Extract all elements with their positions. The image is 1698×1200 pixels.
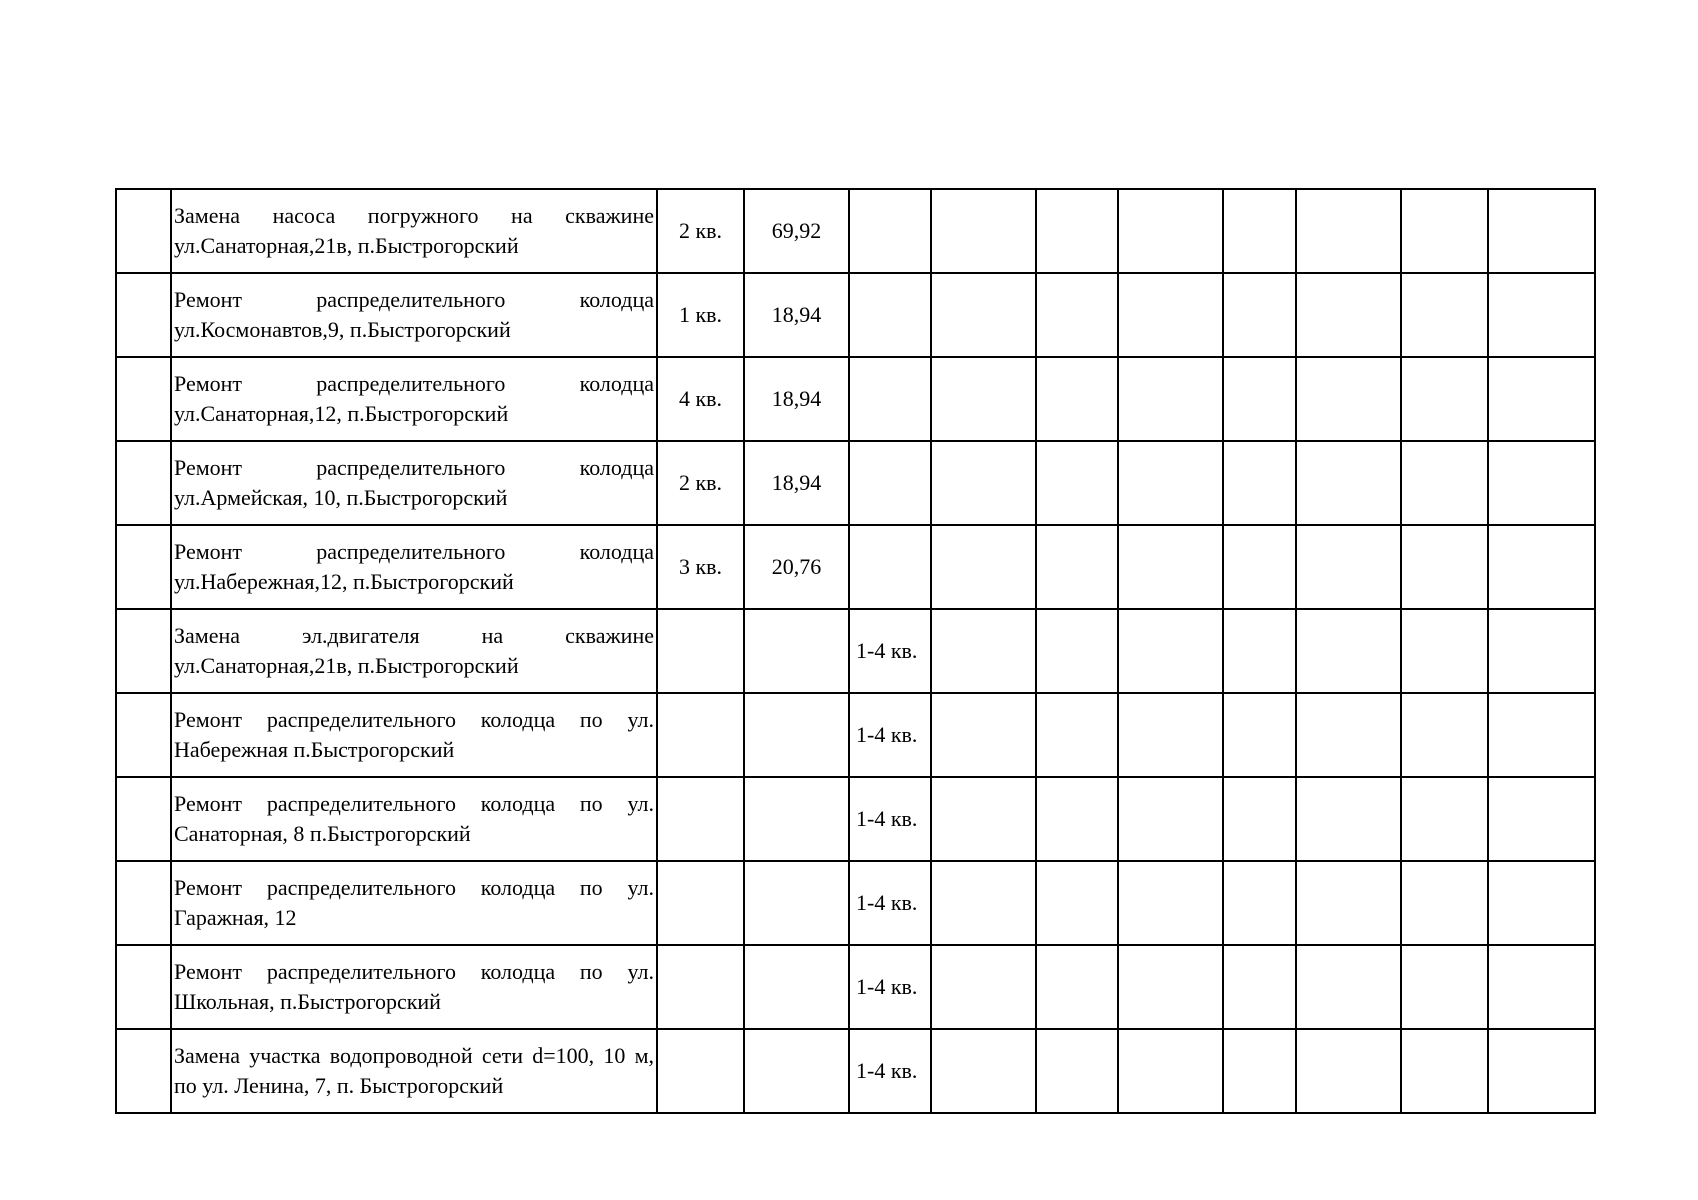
empty-cell [1118, 525, 1223, 609]
table-row [116, 777, 1595, 861]
period-cell [849, 189, 931, 273]
period-cell: 1-4 кв. [849, 777, 931, 861]
empty-cell [1401, 861, 1488, 945]
empty-cell [931, 273, 1036, 357]
table-row [116, 861, 1595, 945]
work-description-cell: Ремонт распределительного колодца по ул. Набережная п.Быстрогорский [171, 693, 657, 777]
empty-cell [1118, 609, 1223, 693]
amount-cell [744, 609, 849, 693]
row-number-cell [116, 693, 171, 777]
work-description-cell: Ремонт распределительного колодца ул.Армейская, 10, п.Быстрогорский [171, 441, 657, 525]
row-number-cell [116, 861, 171, 945]
amount-cell: 69,92 [744, 189, 849, 273]
empty-cell [1223, 861, 1296, 945]
empty-cell [931, 357, 1036, 441]
empty-cell [1488, 273, 1595, 357]
empty-cell [1036, 1029, 1118, 1113]
table-row [116, 189, 1595, 273]
table-row [116, 1029, 1595, 1113]
amount-cell [744, 693, 849, 777]
period-cell [849, 357, 931, 441]
table-row [116, 609, 1595, 693]
period-cell [849, 441, 931, 525]
empty-cell [1296, 861, 1401, 945]
quarter-cell: 3 кв. [657, 525, 744, 609]
empty-cell [1488, 777, 1595, 861]
quarter-cell [657, 1029, 744, 1113]
empty-cell [1401, 777, 1488, 861]
empty-cell [1296, 525, 1401, 609]
work-description-cell: Ремонт распределительного колодца по ул. Санаторная, 8 п.Быстрогорский [171, 777, 657, 861]
empty-cell [1488, 441, 1595, 525]
empty-cell [1401, 189, 1488, 273]
empty-cell [1036, 357, 1118, 441]
empty-cell [1296, 189, 1401, 273]
empty-cell [1036, 945, 1118, 1029]
empty-cell [1118, 777, 1223, 861]
empty-cell [1296, 777, 1401, 861]
empty-cell [1401, 609, 1488, 693]
row-number-cell [116, 609, 171, 693]
quarter-cell: 2 кв. [657, 441, 744, 525]
empty-cell [1296, 273, 1401, 357]
empty-cell [931, 861, 1036, 945]
empty-cell [1036, 609, 1118, 693]
period-cell: 1-4 кв. [849, 693, 931, 777]
empty-cell [931, 441, 1036, 525]
period-cell [849, 525, 931, 609]
empty-cell [1401, 525, 1488, 609]
row-number-cell [116, 945, 171, 1029]
amount-cell [744, 945, 849, 1029]
work-description-cell: Замена участка водопроводной сети d=100, 10 м, по ул. Ленина, 7, п. Быстрогорский [171, 1029, 657, 1113]
quarter-cell: 2 кв. [657, 189, 744, 273]
empty-cell [1488, 945, 1595, 1029]
amount-cell: 18,94 [744, 357, 849, 441]
work-description-cell: Замена насоса погружного на скважине ул.Санаторная,21в, п.Быстрогорский [171, 189, 657, 273]
empty-cell [1401, 1029, 1488, 1113]
period-cell [849, 273, 931, 357]
empty-cell [1118, 945, 1223, 1029]
amount-cell [744, 1029, 849, 1113]
empty-cell [1488, 189, 1595, 273]
quarter-cell [657, 693, 744, 777]
empty-cell [1118, 693, 1223, 777]
amount-cell [744, 777, 849, 861]
empty-cell [1036, 273, 1118, 357]
empty-cell [1118, 861, 1223, 945]
empty-cell [1036, 525, 1118, 609]
work-description-cell: Замена эл.двигателя на скважине ул.Санаторная,21в, п.Быстрогорский [171, 609, 657, 693]
period-cell: 1-4 кв. [849, 609, 931, 693]
empty-cell [1488, 357, 1595, 441]
period-cell: 1-4 кв. [849, 1029, 931, 1113]
empty-cell [1401, 693, 1488, 777]
empty-cell [1036, 441, 1118, 525]
row-number-cell [116, 357, 171, 441]
amount-cell: 18,94 [744, 273, 849, 357]
works-table [115, 188, 1596, 1114]
empty-cell [1488, 693, 1595, 777]
table-row [116, 693, 1595, 777]
empty-cell [1488, 609, 1595, 693]
amount-cell: 20,76 [744, 525, 849, 609]
empty-cell [1036, 693, 1118, 777]
table-row [116, 945, 1595, 1029]
row-number-cell [116, 441, 171, 525]
empty-cell [1118, 273, 1223, 357]
empty-cell [1296, 609, 1401, 693]
empty-cell [1223, 1029, 1296, 1113]
empty-cell [1223, 693, 1296, 777]
amount-cell: 18,94 [744, 441, 849, 525]
quarter-cell [657, 945, 744, 1029]
empty-cell [1036, 861, 1118, 945]
empty-cell [1488, 525, 1595, 609]
empty-cell [1401, 273, 1488, 357]
empty-cell [1488, 1029, 1595, 1113]
empty-cell [1223, 189, 1296, 273]
empty-cell [1223, 357, 1296, 441]
period-cell: 1-4 кв. [849, 861, 931, 945]
empty-cell [1118, 189, 1223, 273]
empty-cell [1223, 525, 1296, 609]
empty-cell [1401, 441, 1488, 525]
quarter-cell: 4 кв. [657, 357, 744, 441]
empty-cell [1296, 1029, 1401, 1113]
empty-cell [1118, 1029, 1223, 1113]
empty-cell [931, 1029, 1036, 1113]
empty-cell [931, 945, 1036, 1029]
empty-cell [1036, 777, 1118, 861]
empty-cell [931, 609, 1036, 693]
quarter-cell [657, 777, 744, 861]
work-description-cell: Ремонт распределительного колодца по ул. Гаражная, 12 [171, 861, 657, 945]
empty-cell [1036, 189, 1118, 273]
empty-cell [1401, 357, 1488, 441]
empty-cell [1296, 441, 1401, 525]
empty-cell [1296, 693, 1401, 777]
empty-cell [1223, 441, 1296, 525]
work-description-cell: Ремонт распределительного колодца по ул. Школьная, п.Быстрогорский [171, 945, 657, 1029]
row-number-cell [116, 273, 171, 357]
empty-cell [1296, 357, 1401, 441]
work-description-cell: Ремонт распределительного колодца ул.Набережная,12, п.Быстрогорский [171, 525, 657, 609]
work-description-cell: Ремонт распределительного колодца ул.Космонавтов,9, п.Быстрогорский [171, 273, 657, 357]
empty-cell [931, 693, 1036, 777]
empty-cell [1488, 861, 1595, 945]
empty-cell [1223, 609, 1296, 693]
table-row [116, 273, 1595, 357]
row-number-cell [116, 525, 171, 609]
row-number-cell [116, 777, 171, 861]
table-row [116, 441, 1595, 525]
works-table-body [116, 189, 1595, 1113]
empty-cell [931, 525, 1036, 609]
amount-cell [744, 861, 849, 945]
quarter-cell [657, 609, 744, 693]
empty-cell [1118, 441, 1223, 525]
table-row [116, 357, 1595, 441]
empty-cell [1223, 777, 1296, 861]
document-page [115, 188, 1596, 1114]
work-description-cell: Ремонт распределительного колодца ул.Санаторная,12, п.Быстрогорский [171, 357, 657, 441]
empty-cell [1296, 945, 1401, 1029]
empty-cell [1118, 357, 1223, 441]
empty-cell [1401, 945, 1488, 1029]
table-row [116, 525, 1595, 609]
empty-cell [931, 189, 1036, 273]
row-number-cell [116, 189, 171, 273]
row-number-cell [116, 1029, 171, 1113]
empty-cell [1223, 273, 1296, 357]
period-cell: 1-4 кв. [849, 945, 931, 1029]
quarter-cell [657, 861, 744, 945]
empty-cell [1223, 945, 1296, 1029]
empty-cell [931, 777, 1036, 861]
quarter-cell: 1 кв. [657, 273, 744, 357]
